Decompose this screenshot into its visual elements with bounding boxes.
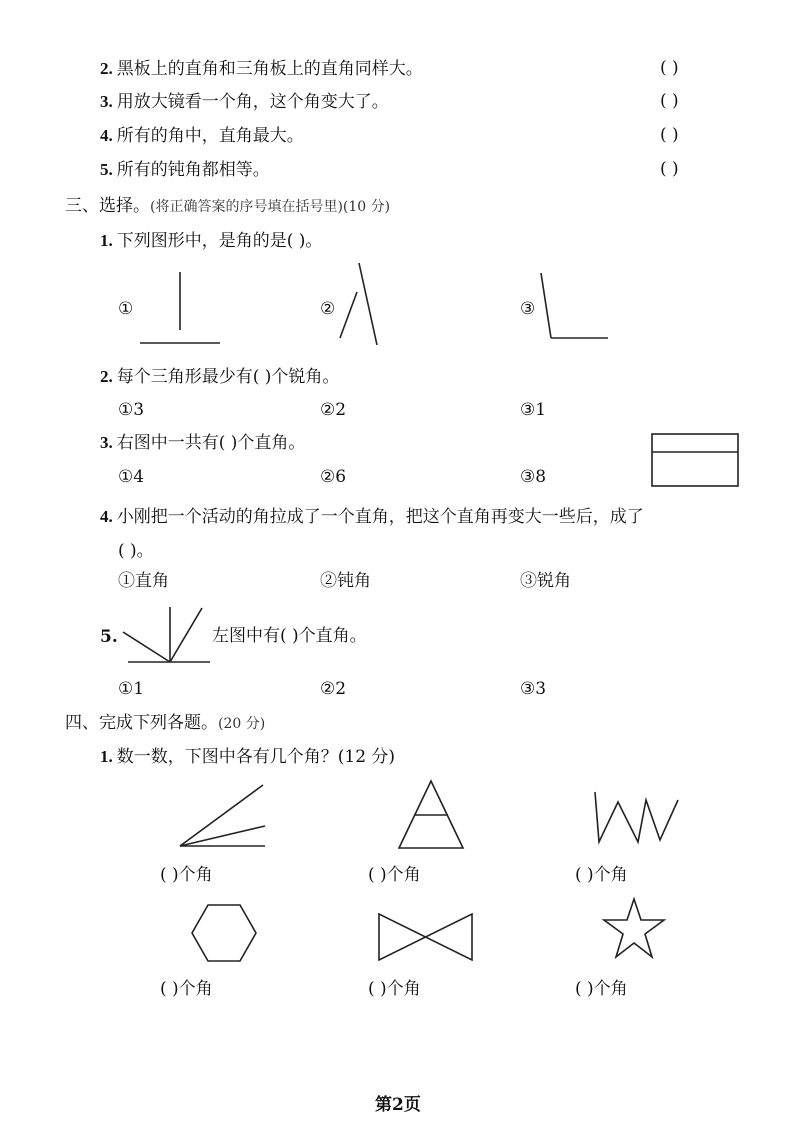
- option-1: ①4: [118, 467, 145, 487]
- count-angles-question: [100, 746, 395, 768]
- figure-rays-angles: [118, 602, 218, 666]
- item-text: 下列图形中，是角的是( )。: [116, 231, 323, 251]
- option-3: ③8: [520, 467, 547, 487]
- figure-bowtie: [376, 910, 476, 964]
- answer-blank[interactable]: ( )个角: [160, 979, 213, 999]
- option-2: ②2: [320, 679, 347, 699]
- choice-q3: [100, 432, 305, 454]
- section-4-heading: [65, 712, 265, 735]
- option-2: ②钝角: [320, 571, 371, 591]
- item-number: 4.: [100, 507, 113, 526]
- answer-blank[interactable]: ( )个角: [160, 865, 213, 885]
- section-title: 三、选择。: [65, 196, 150, 216]
- figure-rectangle-divided: [650, 432, 742, 490]
- answer-blank[interactable]: ( )个角: [368, 865, 421, 885]
- section-title: 四、完成下列各题。: [65, 713, 218, 733]
- answer-paren[interactable]: ( ): [660, 125, 679, 145]
- item-number: 3.: [100, 92, 113, 111]
- item-text: 用放大镜看一个角，这个角变大了。: [116, 92, 389, 112]
- choice-q1: [100, 230, 322, 252]
- item-text: 所有的钝角都相等。: [116, 160, 270, 180]
- answer-blank[interactable]: ( )个角: [575, 865, 628, 885]
- figure-zigzag: [590, 788, 685, 846]
- item-number: 5.: [100, 160, 113, 179]
- option-3: ③锐角: [520, 571, 571, 591]
- choice-q2: [100, 366, 339, 388]
- item-text: 左图中有( )个直角。: [212, 626, 367, 646]
- option-1: ①3: [118, 400, 145, 420]
- option-2: ②6: [320, 467, 347, 487]
- option-1: ①: [118, 299, 134, 319]
- figure-triangle-divided: [395, 778, 467, 852]
- choice-q4: [100, 506, 644, 528]
- judge-item-5: [100, 159, 270, 181]
- figure-star: [600, 896, 668, 962]
- option-3: ③: [520, 299, 536, 319]
- judge-item-4: [100, 125, 304, 147]
- answer-paren[interactable]: ( ): [660, 159, 679, 179]
- answer-paren[interactable]: ( ): [660, 58, 679, 78]
- figure-option-1-perpendicular: [135, 270, 225, 350]
- judge-item-2: [100, 58, 423, 80]
- section-note: (20 分): [218, 716, 266, 732]
- option-1: ①直角: [118, 571, 169, 591]
- item-number: 2.: [100, 367, 113, 386]
- answer-blank[interactable]: ( )个角: [575, 979, 628, 999]
- item-number: 1.: [100, 231, 113, 250]
- option-2: ②: [320, 299, 336, 319]
- item-text-cont: ( )。: [118, 541, 154, 561]
- figure-option-2-lines: [335, 260, 385, 350]
- item-number: 1.: [100, 747, 113, 766]
- figure-fan-angles: [175, 782, 270, 850]
- section-note: (将正确答案的序号填在括号里)(10 分): [150, 199, 391, 215]
- answer-paren[interactable]: ( ): [660, 91, 679, 111]
- item-text: 所有的角中，直角最大。: [116, 126, 304, 146]
- choice-q5-number: 5.: [100, 627, 118, 647]
- item-text: 小刚把一个活动的角拉成了一个直角，把这个直角再变大一些后，成了: [116, 507, 644, 527]
- judge-item-3: [100, 91, 389, 113]
- item-text: 数一数，下图中各有几个角？(12 分): [116, 747, 396, 767]
- item-number: 4.: [100, 126, 113, 145]
- section-3-heading: [65, 195, 390, 218]
- item-number: 3.: [100, 433, 113, 452]
- item-number: 2.: [100, 59, 113, 78]
- option-1: ①1: [118, 679, 145, 699]
- figure-hexagon: [190, 902, 260, 964]
- item-text: 黑板上的直角和三角板上的直角同样大。: [116, 59, 423, 79]
- item-text: 右图中一共有( )个直角。: [116, 433, 306, 453]
- option-3: ③1: [520, 400, 547, 420]
- option-2: ②2: [320, 400, 347, 420]
- option-3: ③3: [520, 679, 547, 699]
- answer-blank[interactable]: ( )个角: [368, 979, 421, 999]
- page-number: 第2页: [375, 1095, 421, 1115]
- item-text: 每个三角形最少有( )个锐角。: [116, 367, 340, 387]
- figure-option-3-angle: [535, 270, 615, 345]
